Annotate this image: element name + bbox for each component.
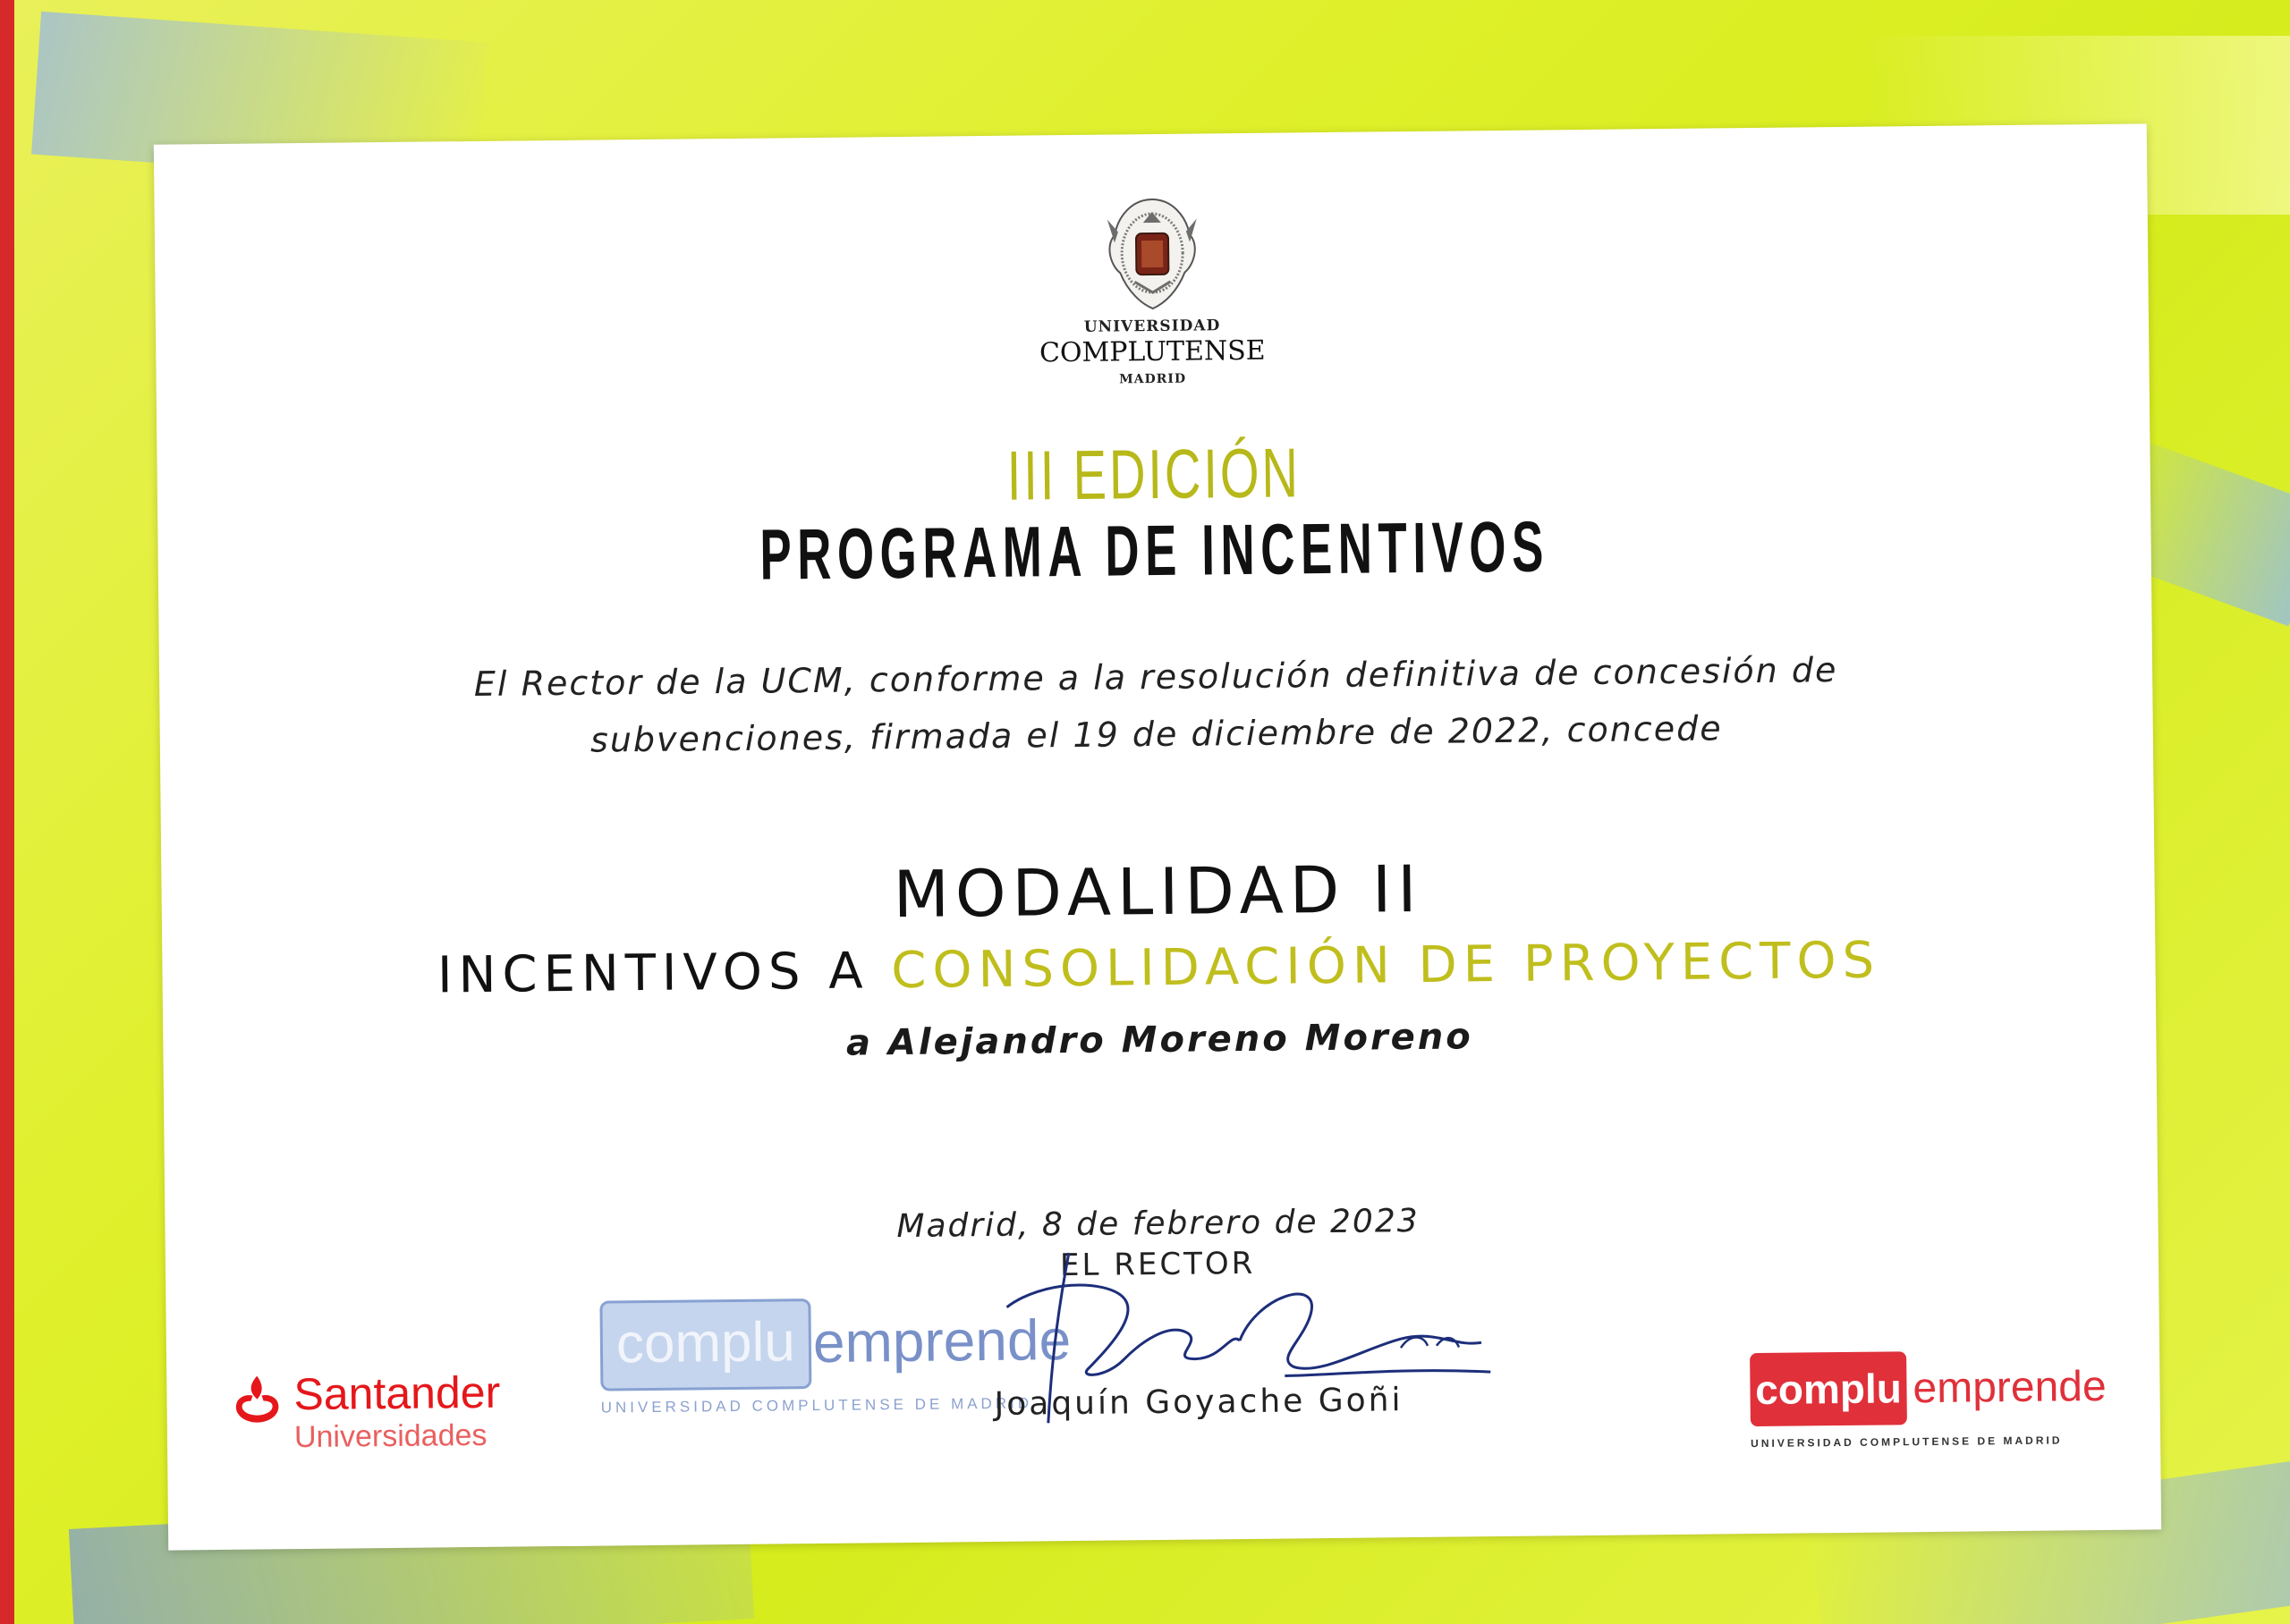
incentive-title bbox=[162, 928, 2156, 1007]
complu-subtitle: UNIVERSIDAD COMPLUTENSE DE MADRID bbox=[1751, 1434, 2063, 1451]
intro-line-2: subvenciones, firmada el 19 de diciembre de 2022, concede bbox=[589, 708, 1723, 760]
modality-title: MODALIDAD II bbox=[893, 850, 1423, 933]
intro-text bbox=[159, 638, 2153, 773]
stamp-rest-text: emprende bbox=[812, 1307, 1072, 1375]
stamp-subtitle: UNIVERSIDAD COMPLUTENSE DE MADRID bbox=[600, 1394, 1033, 1417]
incentive-prefix: INCENTIVOS A bbox=[437, 942, 869, 1005]
santander-flame-icon bbox=[229, 1372, 285, 1426]
compluemprende-logo bbox=[1750, 1349, 2126, 1451]
left-red-edge bbox=[0, 0, 14, 1624]
stamp-box bbox=[599, 1298, 811, 1391]
edition-title: III EDICIÓN bbox=[1006, 433, 1302, 515]
ucm-crest-icon bbox=[1098, 191, 1206, 317]
santander-subtitle: Universidades bbox=[293, 1417, 488, 1455]
complu-box bbox=[1750, 1351, 1907, 1426]
program-title: PROGRAMA DE INCENTIVOS bbox=[759, 506, 1550, 595]
place-date: Madrid, 8 de febrero de 2023 bbox=[896, 1202, 1420, 1246]
university-line1: UNIVERSIDAD bbox=[1083, 317, 1221, 336]
signer-name: Joaquín Goyache Goñi bbox=[994, 1382, 1404, 1423]
santander-universidades-logo bbox=[229, 1366, 534, 1468]
stamp-box-text: complu bbox=[615, 1311, 796, 1375]
university-name: COMPLUTENSE bbox=[1039, 334, 1266, 369]
santander-name: Santander bbox=[293, 1366, 501, 1420]
certificate-sheet bbox=[154, 123, 2161, 1550]
complu-box-text: complu bbox=[1754, 1365, 1903, 1414]
incentive-highlight: CONSOLIDACIÓN DE PROYECTOS bbox=[891, 931, 1881, 1001]
university-city: MADRID bbox=[1119, 371, 1187, 387]
recipient-name: a Alejandro Moreno Moreno bbox=[845, 1016, 1473, 1064]
signer-title: EL RECTOR bbox=[1059, 1245, 1256, 1284]
intro-line-1: El Rector de la UCM, conforme a la resolución definitiva de concesión de bbox=[473, 650, 1838, 704]
complu-rest-text: emprende bbox=[1913, 1362, 2107, 1413]
